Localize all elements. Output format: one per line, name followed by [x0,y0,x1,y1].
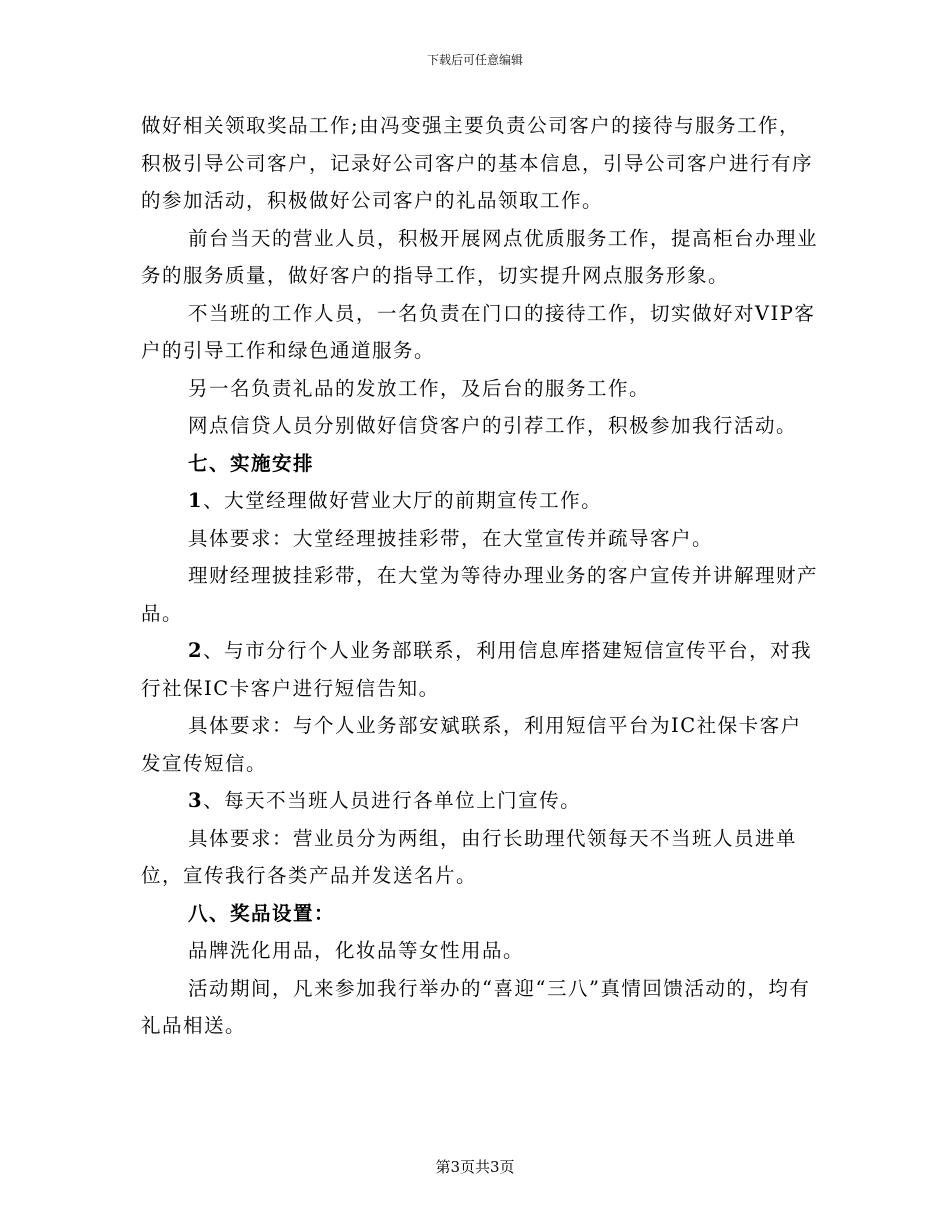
paragraph-gift-distribution: 另一名负责礼品的发放工作，及后台的服务工作。 [188,376,651,400]
section-heading-implementation: 七、实施安排 [188,451,315,475]
list-item-text: 、每天不当班人员进行各单位上门宣传。 [203,789,582,812]
list-number: 2 [188,639,204,662]
list-number: 1 [188,489,204,512]
list-item-2 [141,632,821,707]
list-number: 3 [188,789,204,812]
paragraph-requirement-visits: 具体要求：营业员分为两组，由行长助理代领每天不当班人员进单位，宣传我行各类产品并发送名片。 [141,826,798,887]
list-item-text: 、与市分行个人业务部联系，利用信息库搭建短信宣传平台，对我行社保IC卡客户进行短信告知。 [141,639,813,700]
paragraph-financial-manager: 理财经理披挂彩带，在大堂为等待办理业务的客户宣传并讲解理财产品。 [141,564,819,625]
paragraph-requirement-sms: 具体要求：与个人业务部安斌联系，利用短信平台为IC社保卡客户发宣传短信。 [141,714,802,775]
document-body [141,107,821,1045]
paragraph-prize-duties: 做好相关领取奖品工作;由冯变强主要负责公司客户的接待与服务工作，积极引导公司客户，记录好公司客户的基本信息，引导公司客户进行有序的参加活动，积极做好公司客户的礼品领取工作。 [141,114,814,212]
paragraph-prize-items: 品牌洗化用品，化妆品等女性用品。 [188,939,525,962]
page-header: 下载后可任意编辑 [426,53,523,67]
page-footer: 第3页共3页 [435,1158,515,1176]
paragraph-event-gifts: 活动期间，凡来参加我行举办的“喜迎“三八”真情回馈活动的，均有礼品相送。 [141,976,811,1037]
section-heading-prizes: 八、奖品设置： [188,901,336,925]
list-item-1 [141,482,821,520]
paragraph-requirement-lobby: 具体要求：大堂经理披挂彩带，在大堂宣传并疏导客户。 [188,526,714,550]
list-item-text: 、大堂经理做好营业大厅的前期宣传工作。 [203,489,603,512]
list-item-3 [141,782,821,820]
paragraph-off-duty-staff: 不当班的工作人员，一名负责在门口的接待工作，切实做好对VIP客户的引导工作和绿色通道服务。 [141,301,816,362]
paragraph-front-desk: 前台当天的营业人员，积极开展网点优质服务工作，提高柜台办理业务的服务质量，做好客户的指导工作，切实提升网点服务形象。 [141,226,819,287]
paragraph-credit-staff: 网点信贷人员分别做好信贷客户的引荐工作，积极参加我行活动。 [188,414,798,437]
